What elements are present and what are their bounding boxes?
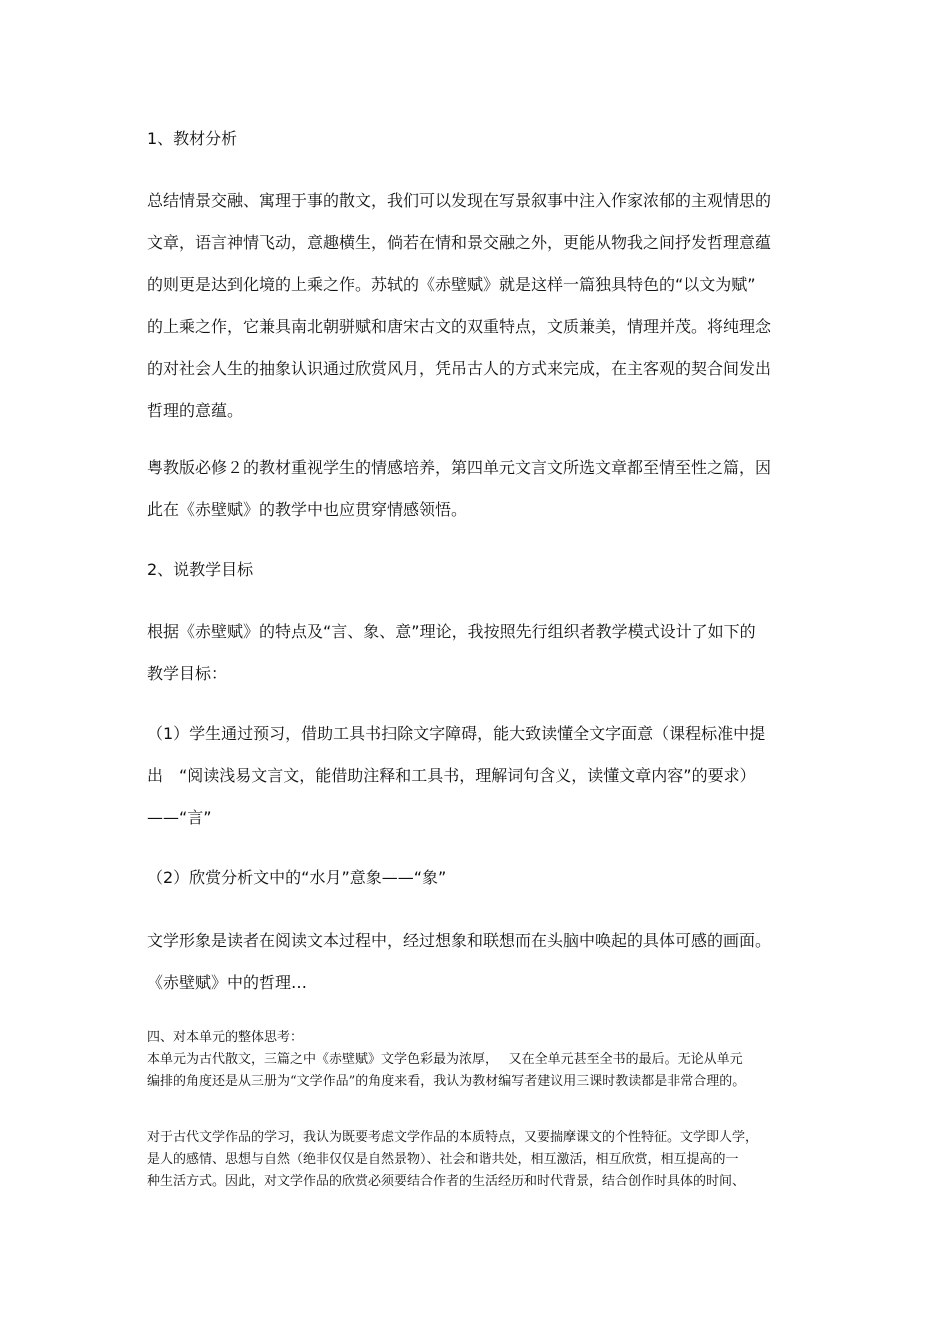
text-line: 总结情景交融、寓理于事的散文，我们可以发现在写景叙事中注入作家浓郁的主观情思的 (147, 191, 772, 210)
section1-heading (147, 118, 827, 160)
text-line: ——“言” (147, 808, 212, 827)
text-line: 的对社会人生的抽象认识通过欣赏风月，凭吊古人的方式来完成，在主客观的契合间发出 (147, 359, 772, 378)
text-line: （2）欣赏分析文中的“水月”意象——“象” (147, 868, 447, 887)
text-line: 文学形象是读者在阅读文本过程中，经过想象和联想而在头脑中唤起的具体可感的画面。 (147, 931, 772, 950)
section2-intro (147, 611, 827, 695)
goal-1 (147, 713, 827, 839)
goal-2 (147, 857, 827, 899)
text-line: 根据《赤壁赋》的特点及“言、象、意”理论，我按照先行组织者教学模式设计了如下的 (147, 622, 756, 641)
heading-text: 1、教材分析 (147, 129, 238, 148)
text-line: 教学目标： (147, 664, 228, 683)
text-line: 出 “阅读浅易文言文，能借助注释和工具书，理解词句含义，读懂文章内容”的要求） (147, 766, 756, 785)
text-line: 编排的角度还是从三册为“文学作品”的角度来看，我认为教材编写者建议用三课时教读都是非常合理的。 (147, 1074, 746, 1089)
section4-paragraph-2 (147, 1127, 827, 1193)
text-line: 哲理的意蕴。 (147, 401, 244, 420)
text-line: 此在《赤壁赋》的教学中也应贯穿情感领悟。 (147, 500, 468, 519)
section2-paragraph-3 (147, 920, 827, 1004)
text-line: 文章，语言神情飞动，意趣横生，倘若在情和景交融之外，更能从物我之间抒发哲理意蕴 (147, 233, 772, 252)
text-line: 《赤壁赋》中的哲理… (147, 973, 308, 992)
text-line: 粤教版必修２的教材重视学生的情感培养，第四单元文言文所选文章都至情至性之篇，因 (147, 458, 772, 477)
text-line: 本单元为古代散文，三篇之中《赤壁赋》文学色彩最为浓厚， 又在全单元甚至全书的最后。无论从单元 (147, 1052, 743, 1067)
section1-paragraph-1 (147, 180, 827, 432)
text-line: （1）学生通过预习，借助工具书扫除文字障碍，能大致读懂全文字面意（课程标准中提 (147, 724, 766, 743)
section1-paragraph-2 (147, 447, 827, 531)
text-line: 的上乘之作，它兼具南北朝骈赋和唐宋古文的双重特点，文质兼美，情理并茂。将纯理念 (147, 317, 772, 336)
heading-text: 2、说教学目标 (147, 560, 254, 579)
section4-paragraph-1 (147, 1049, 827, 1093)
section4-heading (147, 1027, 827, 1049)
section2-heading (147, 549, 827, 591)
text-line: 对于古代文学作品的学习，我认为既要考虑文学作品的本质特点，又要揣摩课文的个性特征。文学即人学， (147, 1130, 759, 1145)
text-line: 种生活方式。因此，对文学作品的欣赏必须要结合作者的生活经历和时代背景，结合创作时具体的时间、 (147, 1174, 746, 1189)
heading-text: 四、对本单元的整体思考： (147, 1030, 304, 1045)
text-line: 的则更是达到化境的上乘之作。苏轼的《赤壁赋》就是这样一篇独具特色的“以文为赋” (147, 275, 756, 294)
text-line: 是人的感情、思想与自然（绝非仅仅是自然景物）、社会和谐共处，相互激活，相互欣赏，相互提高的一 (147, 1152, 739, 1167)
